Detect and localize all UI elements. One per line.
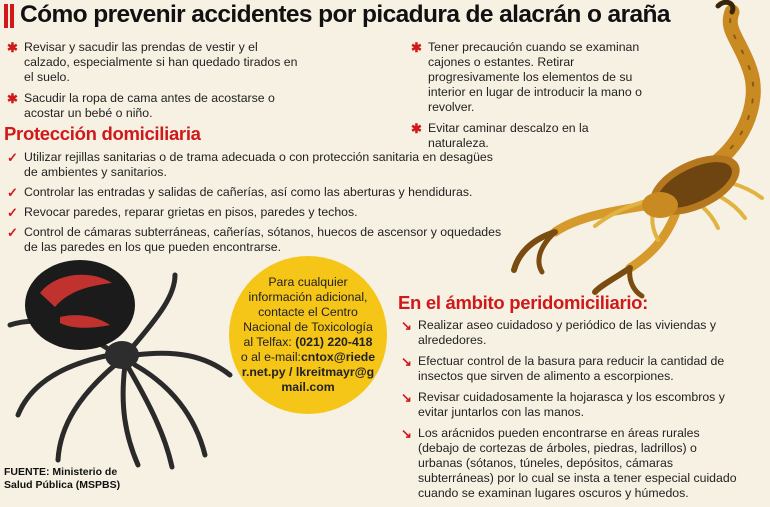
list-item: ↘ Los arácnidos pueden encontrarse en áreas rurales (debajo de cortezas de árboles, piedras, ladrillos) o urbanas (sótanos, túneles, depósitos, cámaras subterráneas) por lo cual se insta a tener especial cuidado cuando se examinan lugares oscuros y húmedos. [401,426,737,500]
spider-illustration [0,255,250,470]
list-item: ✓ Revocar paredes, reparar grietas en pisos, paredes y techos. [7,205,358,220]
list-item: ✓ Utilizar rejillas sanitarias o de trama adecuada o con protección sanitaria en desagües de ambientes y sanitarios. [7,150,493,179]
info-email[interactable]: cntox@rieder.net.py / lkreitmayr@gmail.com [241,350,376,394]
check-icon: ✓ [7,150,18,165]
asterisk-icon: ✱ [411,40,422,55]
list-item: ✱ Tener precaución cuando se examinan cajones o estantes. Retirar progresivamente los elementos de su interior en lugar de introducir la mano o revolver. [411,40,642,114]
list-item: ✱ Evitar caminar descalzo en la naturaleza. [411,121,589,150]
peri-heading: En el ámbito peridomiciliario: [398,292,649,313]
check-icon: ✓ [7,205,18,220]
info-phone: (021) 220-418 [295,335,373,349]
list-item: ↘ Efectuar control de la basura para reducir la cantidad de insectos que sirven de alimento a escorpiones. [401,354,725,383]
asterisk-icon: ✱ [7,40,18,55]
title-accent-bars [4,4,16,28]
arrow-down-right-icon: ↘ [401,426,412,441]
list-item: ✱ Sacudir la ropa de cama antes de acostarse o acostar un bebé o niño. [7,91,275,120]
arrow-down-right-icon: ↘ [401,390,412,405]
arrow-down-right-icon: ↘ [401,318,412,333]
top-left-list [4,40,304,127]
info-text: Para cualquier información adicional, contacte el Centro Nacional de Toxicología al Telfax: (021) 220-418 o al e-mail:cntox@rieder.net.py / lkreitmayr@gmail.com [240,275,376,394]
page-title: Cómo prevenir accidentes por picadura de alacrán o araña [20,1,670,28]
check-icon: ✓ [7,185,18,200]
list-item: ✓ Control de cámaras subterráneas, cañerías, sótanos, huecos de ascensor y oquedades de las paredes en los que pueden encontrarse. [7,225,502,254]
info-circle [229,256,387,414]
list-item: ↘ Revisar cuidadosamente la hojarasca y los escombros y evitar juntarlos con las manos. [401,390,725,419]
home-list [4,150,502,260]
list-item: ↘ Realizar aseo cuidadoso y periódico de las viviendas y alrededores. [401,318,717,347]
peri-list [398,318,743,507]
check-icon: ✓ [7,225,18,240]
source-credit: FUENTE: Ministerio de Salud Pública (MSPBS) [4,466,121,491]
asterisk-icon: ✱ [411,121,422,136]
asterisk-icon: ✱ [7,91,18,106]
arrow-down-right-icon: ↘ [401,354,412,369]
home-heading: Protección domiciliaria [4,123,201,144]
list-item: ✱ Revisar y sacudir las prendas de vestir y el calzado, especialmente si han quedado tirados en el suelo. [7,40,298,84]
list-item: ✓ Controlar las entradas y salidas de cañerías, así como las aberturas y hendiduras. [7,185,473,200]
scorpion-illustration [500,0,770,300]
